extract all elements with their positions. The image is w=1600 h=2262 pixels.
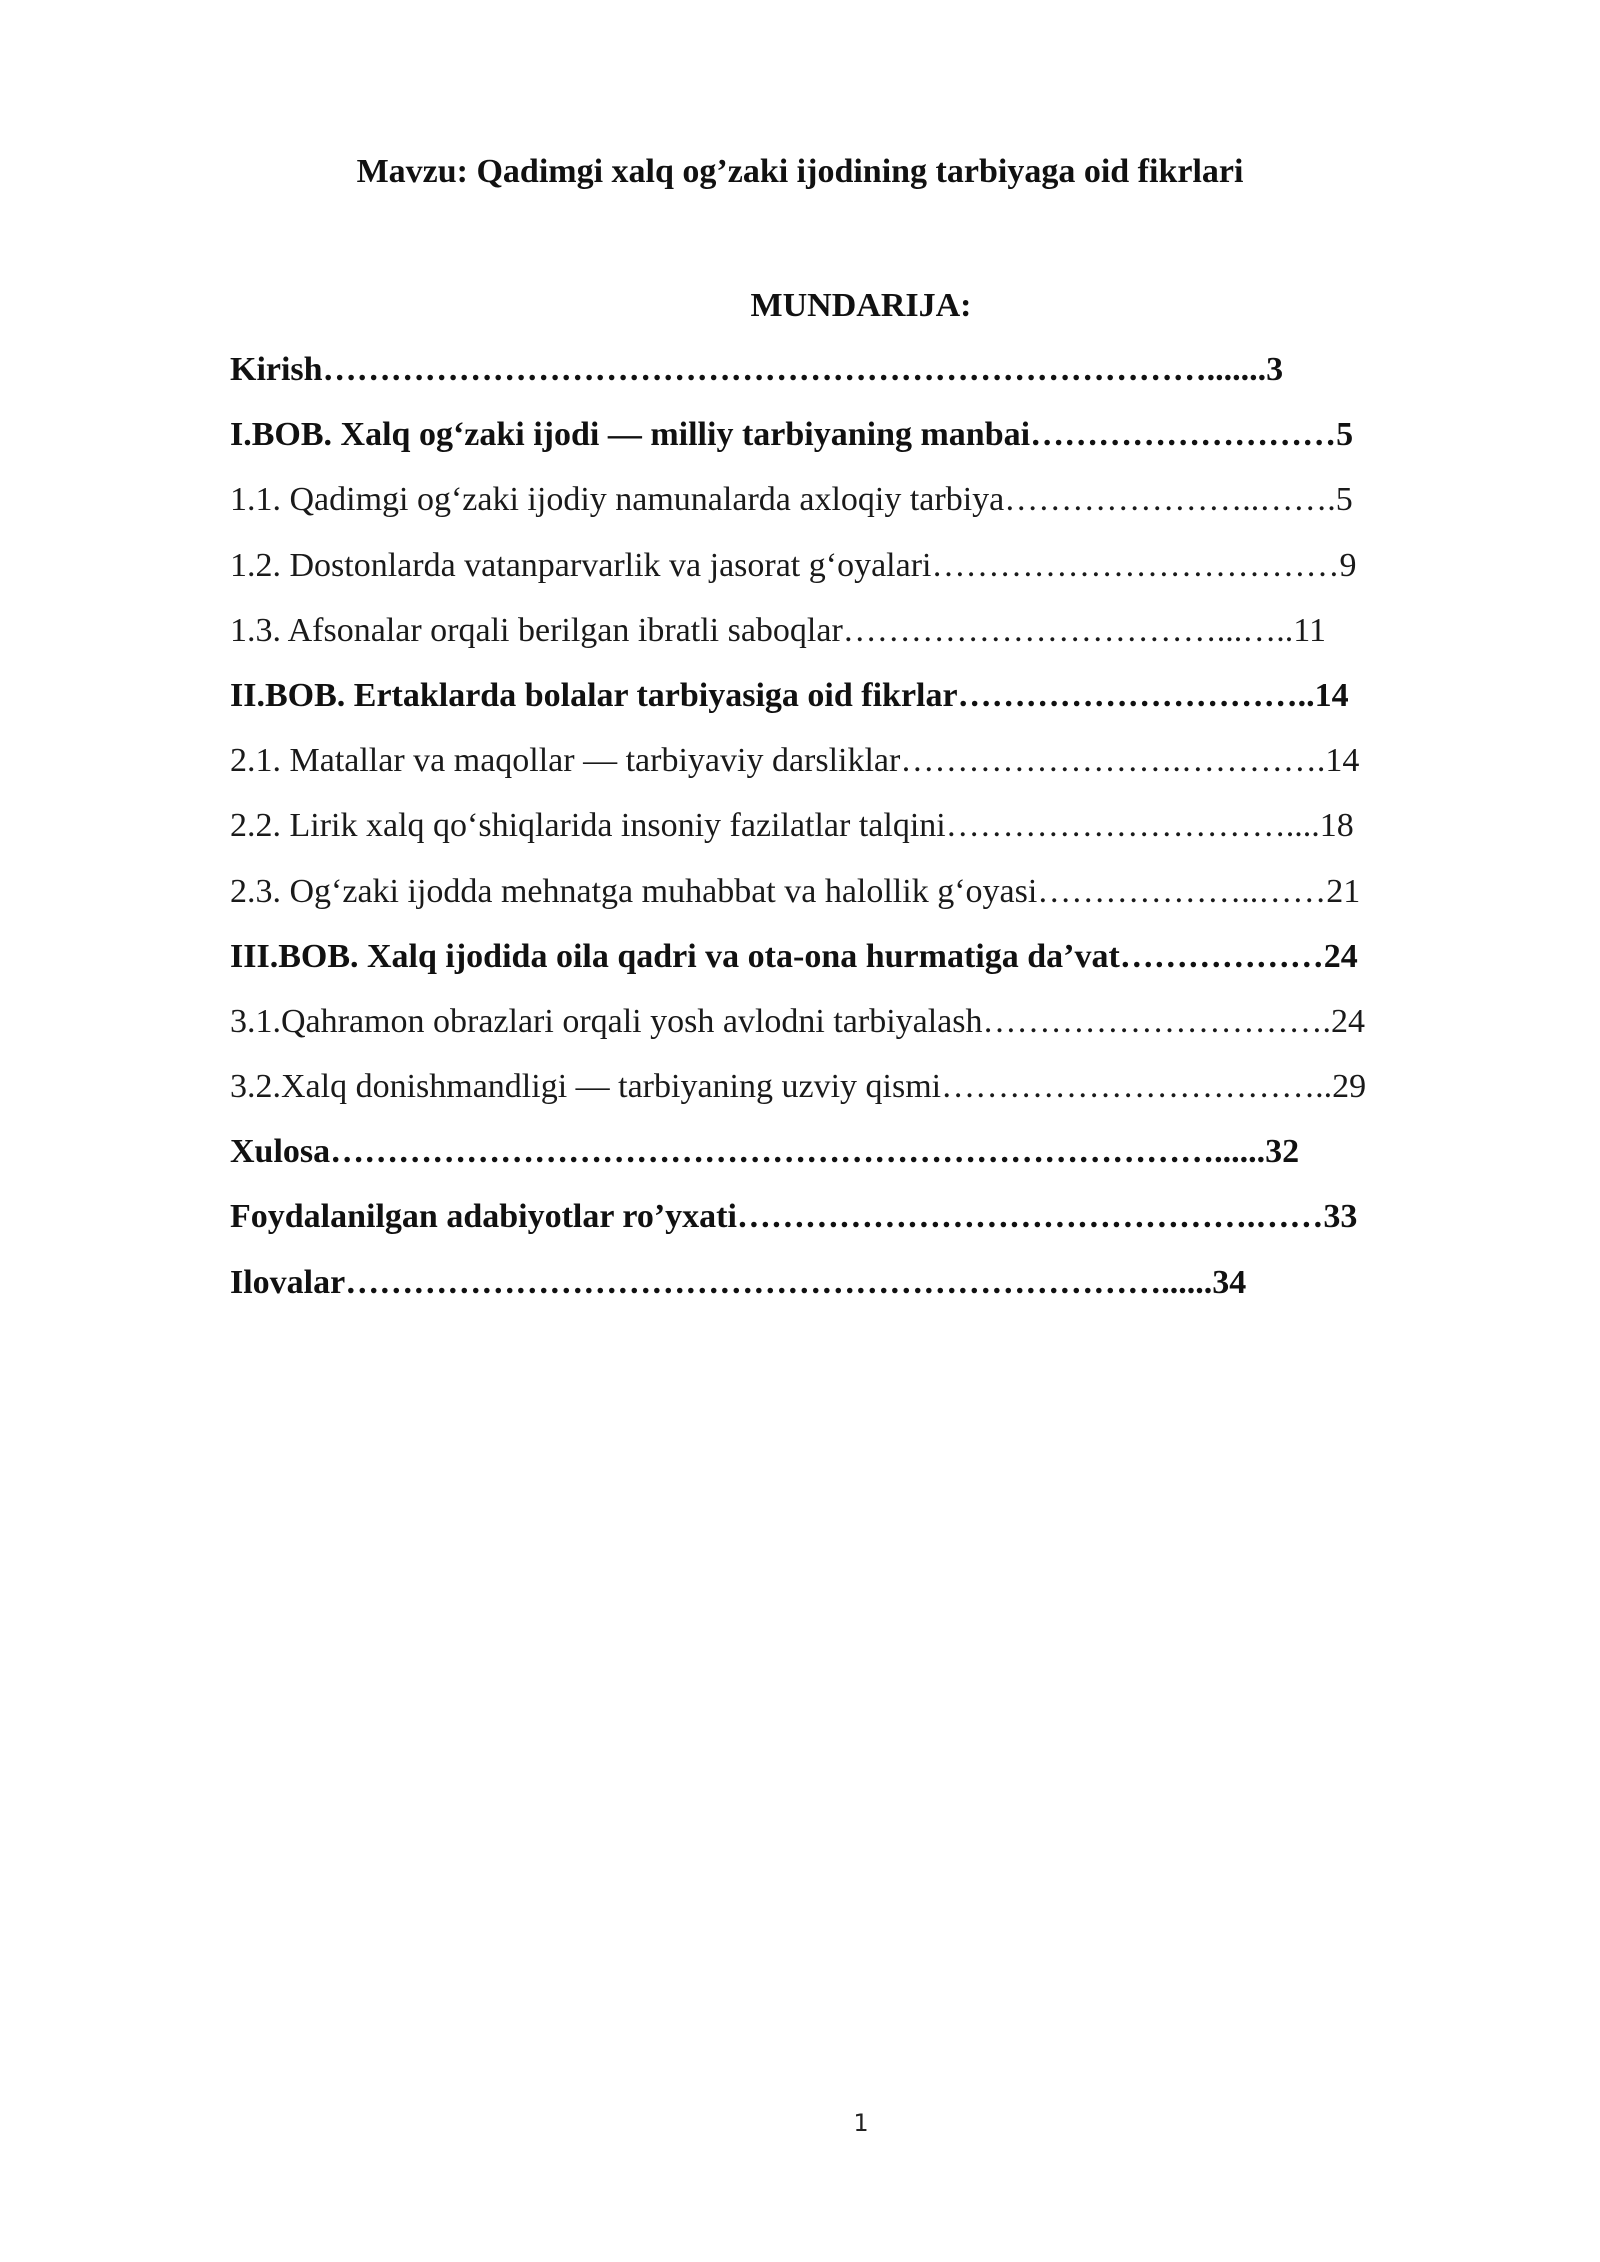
toc-entry-conclusion: Xulosa……………………………………………………………………......32 xyxy=(230,1133,1300,1171)
toc-entry-chapter-1: I.BOB. Xalq og‘zaki ijodi — milliy tarbiyaning manbai………………………5 xyxy=(230,416,1354,454)
page-number: 1 xyxy=(853,2109,869,2137)
toc-entry-section-3-2: 3.2.Xalq donishmandligi — tarbiyaning uzviy qismi……………………………..29 xyxy=(230,1068,1367,1106)
toc-entry-section-2-1: 2.1. Matallar va maqollar — tarbiyaviy darsliklar…………………….………….14 xyxy=(230,742,1360,780)
toc-heading: MUNDARIJA: xyxy=(750,287,972,324)
toc-entry-section-2-2: 2.2. Lirik xalq qo‘shiqlarida insoniy fazilatlar talqini…………………………....18 xyxy=(230,807,1354,845)
table-of-contents xyxy=(230,348,1500,1326)
toc-entry-chapter-3: III.BOB. Xalq ijodida oila qadri va ota-ona hurmatiga da’vat………………24 xyxy=(230,937,1358,975)
toc-entry-section-1-2: 1.2. Dostonlarda vatanparvarlik va jasorat g‘oyalari………………………………9 xyxy=(230,546,1357,584)
toc-entry-references: Foydalanilgan adabiyotlar ro’yxati……………………………………….……33 xyxy=(230,1198,1358,1236)
toc-entry-appendices: Ilovalar………………………………………………………………......34 xyxy=(230,1263,1247,1301)
toc-entry-section-3-1: 3.1.Qahramon obrazlari orqali yosh avlodni tarbiyalash………………………….24 xyxy=(230,1002,1365,1040)
toc-entry-chapter-2: II.BOB. Ertaklarda bolalar tarbiyasiga oid fikrlar…………………………..14 xyxy=(230,676,1349,714)
toc-entry-section-2-3: 2.3. Og‘zaki ijodda mehnatga muhabbat va halollik g‘oyasi………………..……21 xyxy=(230,872,1361,910)
page-title: Mavzu: Qadimgi xalq og’zaki ijodining tarbiyaga oid fikrlari xyxy=(356,153,1244,190)
toc-entry-intro: Kirish…………………………………………………………………….......3 xyxy=(230,351,1284,388)
toc-entry-section-1-3: 1.3. Afsonalar orqali berilgan ibratli saboqlar……………………………...…..11 xyxy=(230,611,1327,649)
toc-entry-section-1-1: 1.1. Qadimgi og‘zaki ijodiy namunalarda axloqiy tarbiya…………………..…….5 xyxy=(230,481,1353,519)
